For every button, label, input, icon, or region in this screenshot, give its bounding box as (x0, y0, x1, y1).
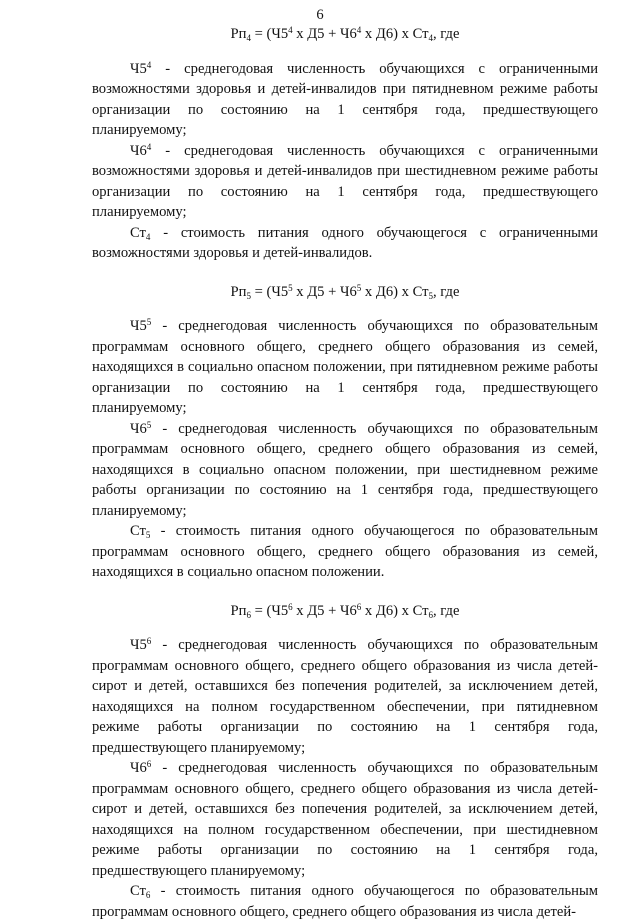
paragraph: $Ч6^4$ - среднегодовая численность обучающихся с ограниченными возможностями здоровья и детей-инвалидов при шестидневном режиме работы организации по состоянию на 1 сентября года, предшествующего планируемому; (92, 141, 598, 220)
formula: $Рп_6 = (Ч5^6$ х $Д5 + Ч6^6$ х Д6) х $Ст_6$, где (230, 601, 460, 620)
paragraph: $Ст_4$ - стоимость питания одного обучающегося с ограниченными возможностями здоровья и детей-инвалидов. (92, 224, 598, 261)
paragraph: $Ч5^4$ - среднегодовая численность обучающихся с ограниченными возможностями здоровья и детей-инвалидов при пятидневном режиме работы организации по состоянию на 1 сентября года, предшествующего планируемому; (92, 59, 598, 138)
paragraph: $Ч6^5$ - среднегодовая численность обучающихся по образовательным программам основного общего, среднего общего образования из семей, находящихся в социально опасном положении, при шестидневном режиме работы организации по состоянию на 1 сентября года, предшествующего планируемому; (92, 419, 598, 519)
paragraph: $Ч5^5$ - среднегодовая численность обучающихся по образовательным программам основного общего, среднего общего образования из семей, находящихся в социально опасном положении, при пятидневном режиме работы организации по состоянию на 1 сентября года, предшествующего планируемому; (92, 317, 598, 416)
formula: $Рп_5 = (Ч5^5$ х $Д5 + Ч6^5$ х Д6) х $Ст_5$, где (230, 282, 460, 301)
paragraph: $Ст_5$ - стоимость питания одного обучающегося по образовательным программам основного общего, среднего общего образования из семей, находящихся в социально опасном положении. (92, 523, 598, 580)
formula: $Рп_4 = (Ч5^4$ х $Д5 + Ч6^4$ х Д6) х $Ст_4$, где (230, 25, 460, 43)
page-number: 6 (316, 7, 324, 23)
paragraph: $Ч6^6$ - среднегодовая численность обучающихся по образовательным программам основного общего, среднего общего образования из числа детей-сирот и детей, оставшихся без попечения родителей, за исключением детей, находящихся на полном государственном обеспечении, при шестидневном режиме работы организации по состоянию на 1 сентября года, предшествующего планируемому; (92, 759, 598, 879)
paragraph: $Ч5^6$ - среднегодовая численность обучающихся по образовательным программам основного общего, среднего общего образования из числа детей-сирот и детей, оставшихся без попечения родителей, за исключением детей, находящихся на полном государственном обеспечении, при пятидневном режиме работы организации по состоянию на 1 сентября года, предшествующего планируемому; (92, 636, 598, 756)
paragraph: $Ст_6$ - стоимость питания одного обучающегося по образовательным программам основного общего, среднего общего образования из числа детей- (92, 883, 598, 920)
document-body (92, 24, 598, 922)
